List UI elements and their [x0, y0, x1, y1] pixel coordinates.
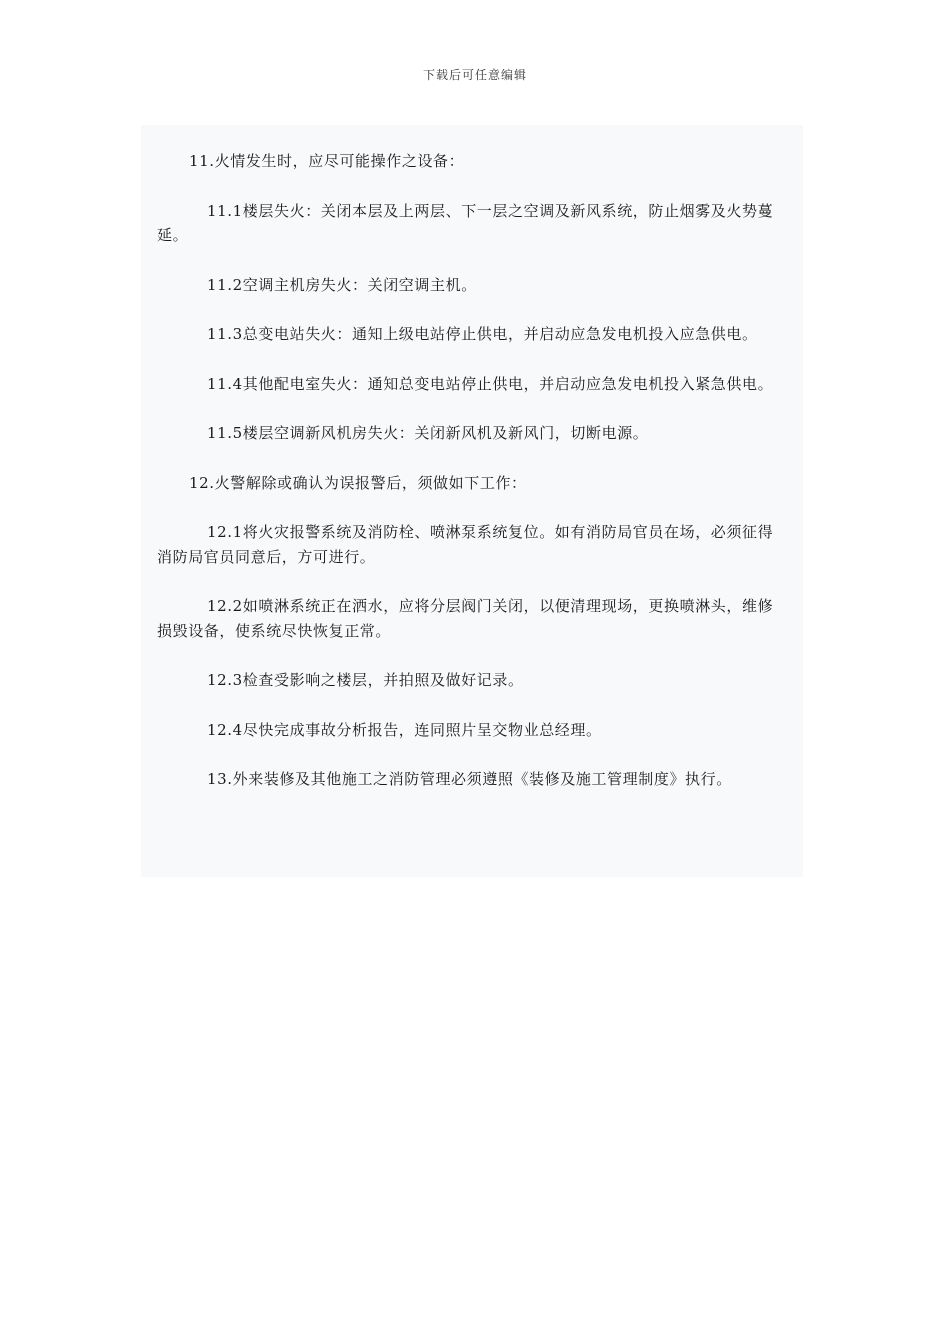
paragraph-11-5: 11.5楼层空调新风机房失火：关闭新风机及新风门，切断电源。 [207, 424, 649, 442]
paragraph-11-1: 11.1楼层失火：关闭本层及上两层、下一层之空调及新风系统，防止烟雾及火势蔓延。 [157, 201, 774, 244]
paragraph-12-2: 12.2如喷淋系统正在洒水，应将分层阀门关闭，以便清理现场，更换喷淋头，维修损毁设备，使系统尽快恢复正常。 [157, 597, 774, 640]
paragraph-12-1: 12.1将火灾报警系统及消防栓、喷淋泵系统复位。如有消防局官员在场，必须征得消防局官员同意后，方可进行。 [157, 523, 774, 566]
paragraph-12: 12.火警解除或确认为误报警后，须做如下工作： [189, 473, 527, 492]
paragraph-13: 13.外来装修及其他施工之消防管理必须遵照《装修及施工管理制度》执行。 [207, 770, 732, 788]
paragraph-12-3: 12.3检查受影响之楼层，并拍照及做好记录。 [207, 671, 524, 689]
page-header-note: 下载后可任意编辑 [422, 68, 527, 82]
paragraph-11: 11.火情发生时，应尽可能操作之设备： [189, 152, 465, 170]
document-body [141, 125, 803, 877]
paragraph-11-4: 11.4其他配电室失火：通知总变电站停止供电，并启动应急发电机投入紧急供电。 [207, 374, 774, 393]
paragraph-11-2: 11.2空调主机房失火：关闭空调主机。 [207, 275, 477, 294]
paragraph-11-3: 11.3总变电站失火：通知上级电站停止供电，并启动应急发电机投入应急供电。 [207, 325, 758, 343]
paragraph-12-4: 12.4尽快完成事故分析报告，连同照片呈交物业总经理。 [207, 720, 602, 739]
